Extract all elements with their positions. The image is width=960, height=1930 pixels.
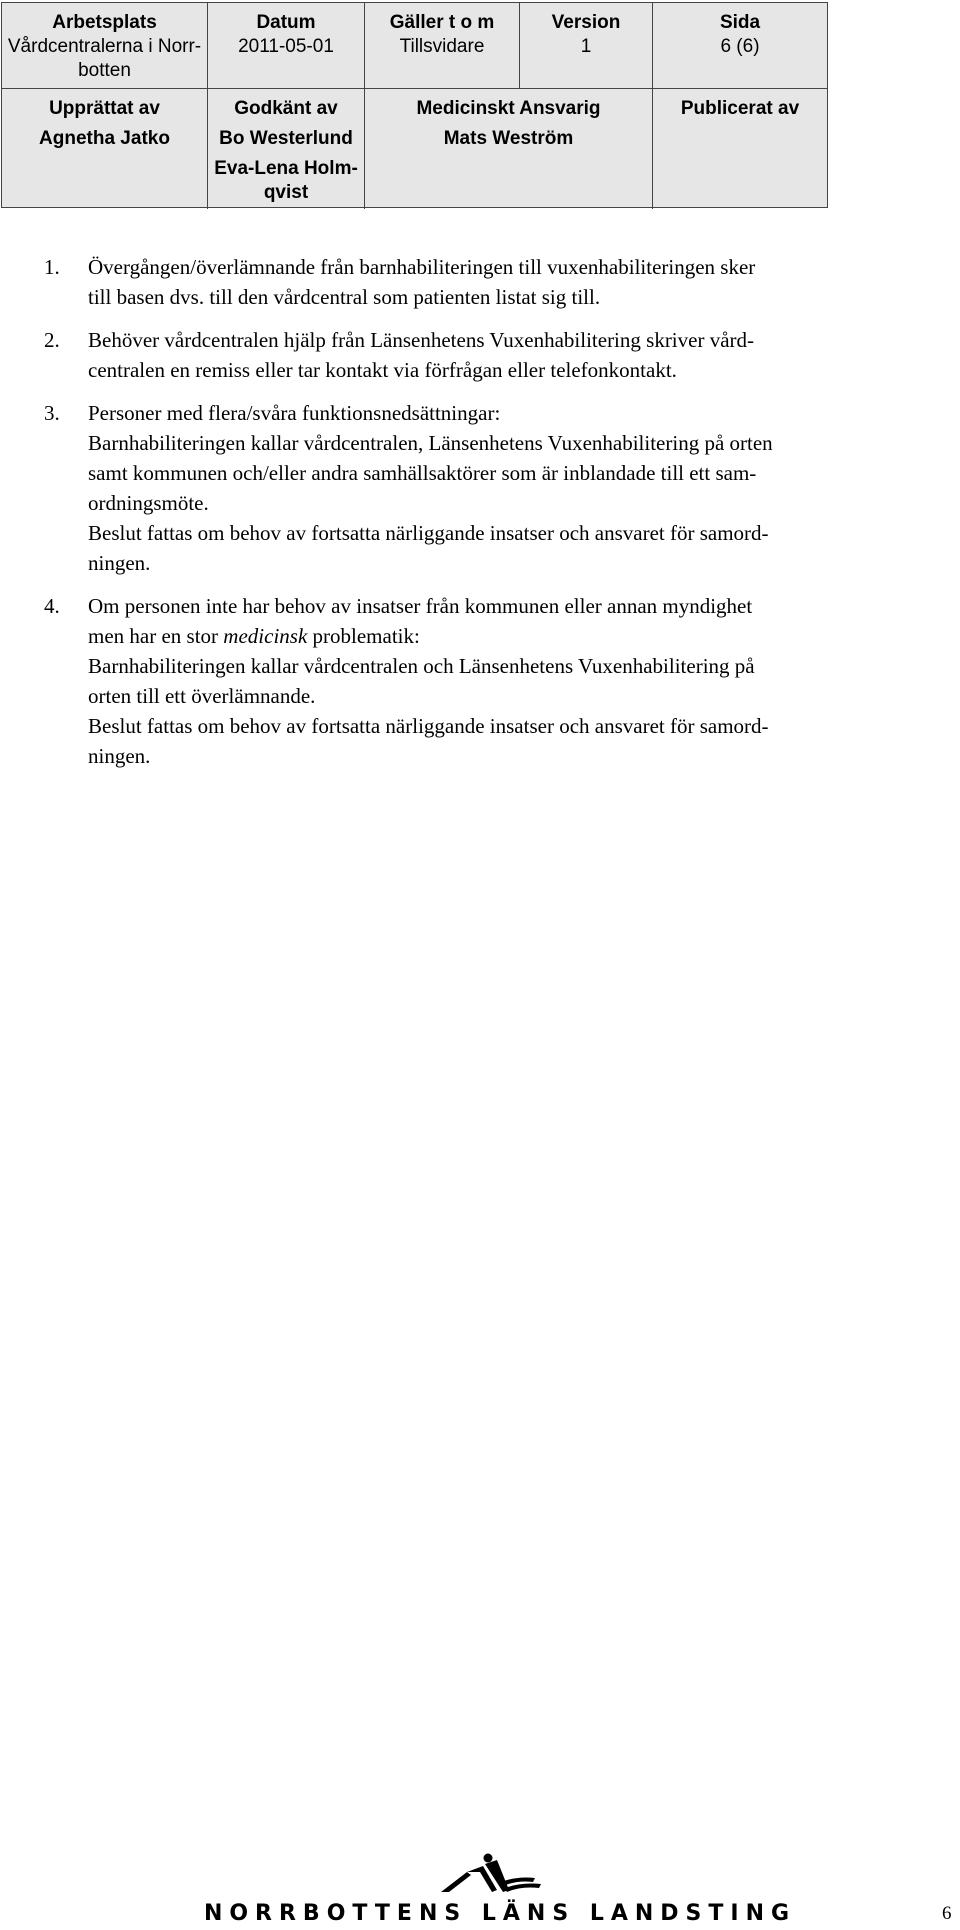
text-run: men har en stor [88,624,224,648]
text-line: samt kommunen och/eller andra samhällsaktörer som är inblandade till ett sam- [88,461,757,485]
list-item-number: 1. [44,255,60,279]
text-line: Beslut fattas om behov av fortsatta närliggande insatser och ansvaret för samord- [88,714,769,738]
text-line: Beslut fattas om behov av fortsatta närliggande insatser och ansvaret för samord- [88,521,769,545]
header-value: Eva-Lena Holm- [214,158,358,179]
page-number: 6 [942,1903,952,1924]
header-label: Upprättat av [49,98,160,119]
norrbottens-lans-landsting-logo [205,1852,795,1922]
document-header-table [1,2,828,208]
text-line: Barnhabiliteringen kallar vårdcentralen, Länsenhetens Vuxenhabilitering på orten [88,431,773,455]
list-item-number: 3. [44,401,60,425]
header-cell-datum [207,3,364,88]
text-line: till basen dvs. till den vårdcentral som patienten listat sig till. [88,285,601,309]
header-value: Agnetha Jatko [39,128,170,149]
list-item-text [88,398,934,578]
header-label: Arbetsplats [52,12,157,33]
header-cell-upprattat [2,89,207,209]
header-cell-medicinskt-ansvarig [364,89,652,209]
header-cell-sida [652,3,827,88]
header-cell-galler-tom [364,3,519,88]
text-line: ningen. [88,744,151,768]
header-label: Medicinskt Ansvarig [416,98,601,119]
header-label: Godkänt av [234,98,338,119]
header-value: Bo Westerlund [219,128,353,149]
list-item [44,252,934,312]
document-body [44,252,934,784]
text-line [88,621,934,651]
text-line: Barnhabiliteringen kallar vårdcentralen och Länsenhetens Vuxenhabilitering på [88,654,755,678]
header-row-1 [2,3,827,89]
header-row-2 [2,89,827,209]
list-item-number: 4. [44,594,60,618]
header-cell-godkant [207,89,364,209]
header-value: botten [78,60,131,81]
header-value: Vårdcentralerna i Norr- [7,36,202,57]
text-line: Behöver vårdcentralen hjälp från Länsenhetens Vuxenhabilitering skriver vård- [88,328,755,352]
logo-graphic [205,1852,795,1922]
list-item-text [88,591,934,771]
header-cell-publicerat [652,89,827,209]
header-value: Mats Weström [443,128,574,149]
list-item-text [88,325,934,385]
header-value: 1 [580,36,592,57]
list-item-text [88,252,934,312]
header-label: Gäller t o m [389,12,495,33]
logo-text: NORRBOTTENS LÄNS LANDSTING [205,1901,795,1922]
text-line: Om personen inte har behov av insatser från kommunen eller annan myndighet [88,594,753,618]
header-value: qvist [263,182,309,203]
text-run: problematik: [307,624,420,648]
header-label: Publicerat av [680,98,800,119]
header-cell-version [519,3,652,88]
text-line: Personer med flera/svåra funktionsnedsättningar: [88,401,501,425]
text-line: ningen. [88,551,151,575]
list-item-number: 2. [44,328,60,352]
header-cell-arbetsplats [2,3,207,88]
header-label: Version [551,12,621,33]
header-label: Datum [256,12,316,33]
list-item [44,325,934,385]
text-line: orten till ett överlämnande. [88,684,316,708]
list-item [44,591,934,771]
header-value: Tillsvidare [399,36,485,57]
list-item [44,398,934,578]
header-label: Sida [719,12,761,33]
italic-word: medicinsk [223,624,308,648]
text-line: ordningsmöte. [88,491,209,515]
text-line: Övergången/överlämnande från barnhabiliteringen till vuxenhabiliteringen sker [88,255,756,279]
text-line: centralen en remiss eller tar kontakt via förfrågan eller telefonkontakt. [88,358,677,382]
header-value: 2011-05-01 [238,36,334,57]
header-value: 6 (6) [720,36,760,57]
